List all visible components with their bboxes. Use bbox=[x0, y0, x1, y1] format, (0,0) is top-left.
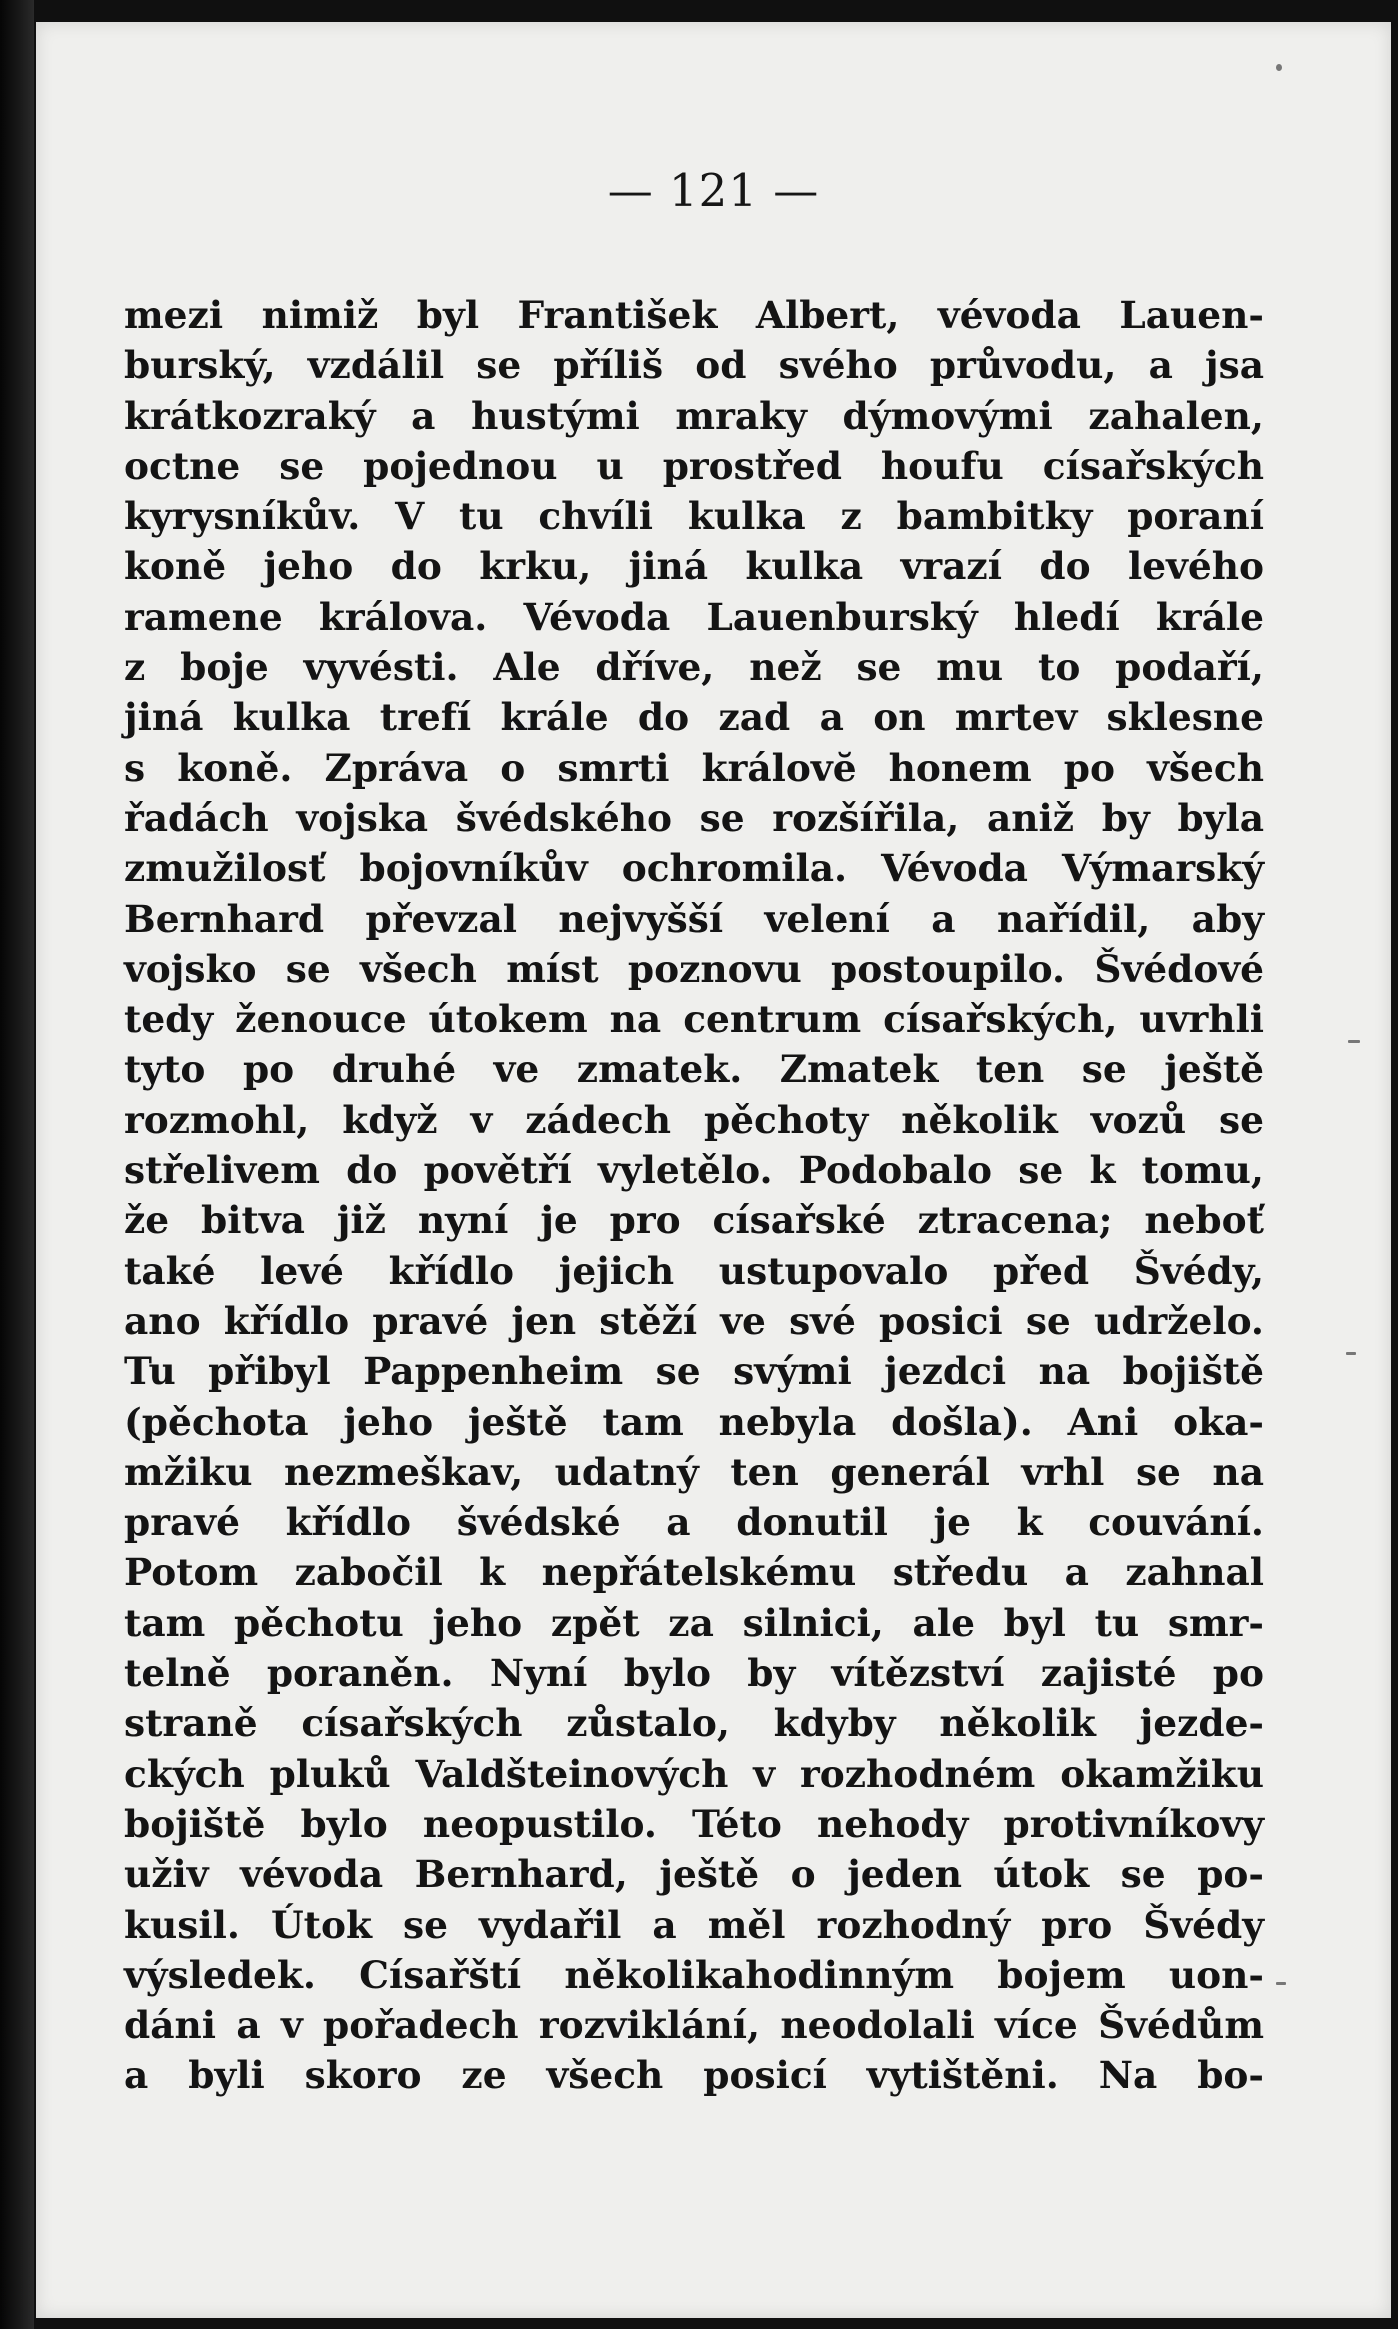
text-line: střelivem do povětří vyletělo. Podobalo se k tomu, bbox=[124, 1148, 1264, 1193]
text-line: koně jeho do krku, jiná kulka vrazí do levého bbox=[124, 544, 1264, 589]
text-line: kyrysníkův. V tu chvíli kulka z bambitky poraní bbox=[124, 494, 1264, 539]
text-line: vojsko se všech míst poznovu postoupilo. Švédové bbox=[124, 946, 1264, 991]
text-line: krátkozraký a hustými mraky dýmovými zahalen, bbox=[124, 393, 1264, 438]
text-line: zmužilosť bojovníkův ochromila. Vévoda Výmarský bbox=[124, 846, 1264, 891]
text-line: mžiku nezmeškav, udatný ten generál vrhl se na bbox=[124, 1449, 1264, 1494]
book-page bbox=[36, 22, 1391, 2318]
text-line: straně císařských zůstalo, kdyby několik jezde- bbox=[124, 1701, 1264, 1746]
book-spine-shadow bbox=[0, 0, 34, 2329]
text-line: (pěchota jeho ještě tam nebyla došla). Ani oka- bbox=[124, 1399, 1264, 1444]
scan-speck bbox=[1276, 64, 1282, 71]
text-line: ano křídlo pravé jen stěží ve své posici se udrželo. bbox=[124, 1298, 1264, 1343]
text-line: ckých pluků Valdšteinových v rozhodném okamžiku bbox=[124, 1751, 1264, 1796]
text-line: tam pěchotu jeho zpět za silnici, ale byl tu smr- bbox=[124, 1600, 1264, 1645]
text-line: s koně. Zpráva o smrti královĕ honem po všech bbox=[124, 745, 1264, 790]
body-text bbox=[124, 290, 1264, 2101]
text-line: také levé křídlo jejich ustupovalo před Švédy, bbox=[124, 1248, 1264, 1293]
scan-speck bbox=[1348, 1040, 1360, 1043]
text-line: že bitva již nyní je pro císařské ztracena; neboť bbox=[124, 1198, 1264, 1243]
text-line: octne se pojednou u prostřed houfu císařských bbox=[124, 443, 1264, 488]
text-line: bojiště bylo neopustilo. Této nehody protivníkovy bbox=[124, 1801, 1264, 1846]
text-line: Tu přibyl Pappenheim se svými jezdci na bojiště bbox=[124, 1349, 1264, 1394]
scan-speck bbox=[1276, 1982, 1286, 1985]
text-line: Potom zabočil k nepřátelskému středu a zahnal bbox=[124, 1550, 1264, 1595]
text-line: rozmohl, když v zádech pěchoty několik vozů se bbox=[124, 1097, 1264, 1142]
page-number: — 121 — bbox=[607, 164, 820, 217]
text-line: tyto po druhé ve zmatek. Zmatek ten se ještě bbox=[124, 1047, 1264, 1092]
text-line: burský, vzdálil se příliš od svého průvodu, a jsa bbox=[124, 343, 1264, 388]
text-line: uživ vévoda Bernhard, ještě o jeden útok se po- bbox=[124, 1852, 1264, 1897]
text-line: řadách vojska švédského se rozšířila, aniž by byla bbox=[124, 795, 1264, 840]
text-line: kusil. Útok se vydařil a měl rozhodný pro Švédy bbox=[124, 1902, 1264, 1947]
text-line: Bernhard převzal nejvyšší velení a nařídil, aby bbox=[124, 896, 1264, 941]
text-line: telně poraněn. Nyní bylo by vítězství zajisté po bbox=[124, 1651, 1264, 1696]
text-line: ramene králova. Vévoda Lauenburský hledí krále bbox=[124, 594, 1264, 639]
text-line: a byli skoro ze všech posicí vytištěni. Na bo- bbox=[124, 2053, 1264, 2098]
text-line: jiná kulka trefí krále do zad a on mrtev sklesne bbox=[124, 695, 1264, 740]
text-line: pravé křídlo švédské a donutil je k couvání. bbox=[124, 1500, 1264, 1545]
text-line: z boje vyvésti. Ale dříve, než se mu to podaří, bbox=[124, 645, 1264, 690]
text-line: výsledek. Císařští několikahodinným bojem uon- bbox=[124, 1952, 1264, 1997]
text-line: tedy ženouce útokem na centrum císařských, uvrhli bbox=[124, 997, 1264, 1042]
scan-speck bbox=[1346, 1352, 1356, 1355]
text-line: mezi nimiž byl František Albert, vévoda Lauen- bbox=[124, 293, 1264, 337]
text-line: dáni a v pořadech rozviklání, neodolali více Švédům bbox=[124, 2003, 1264, 2048]
